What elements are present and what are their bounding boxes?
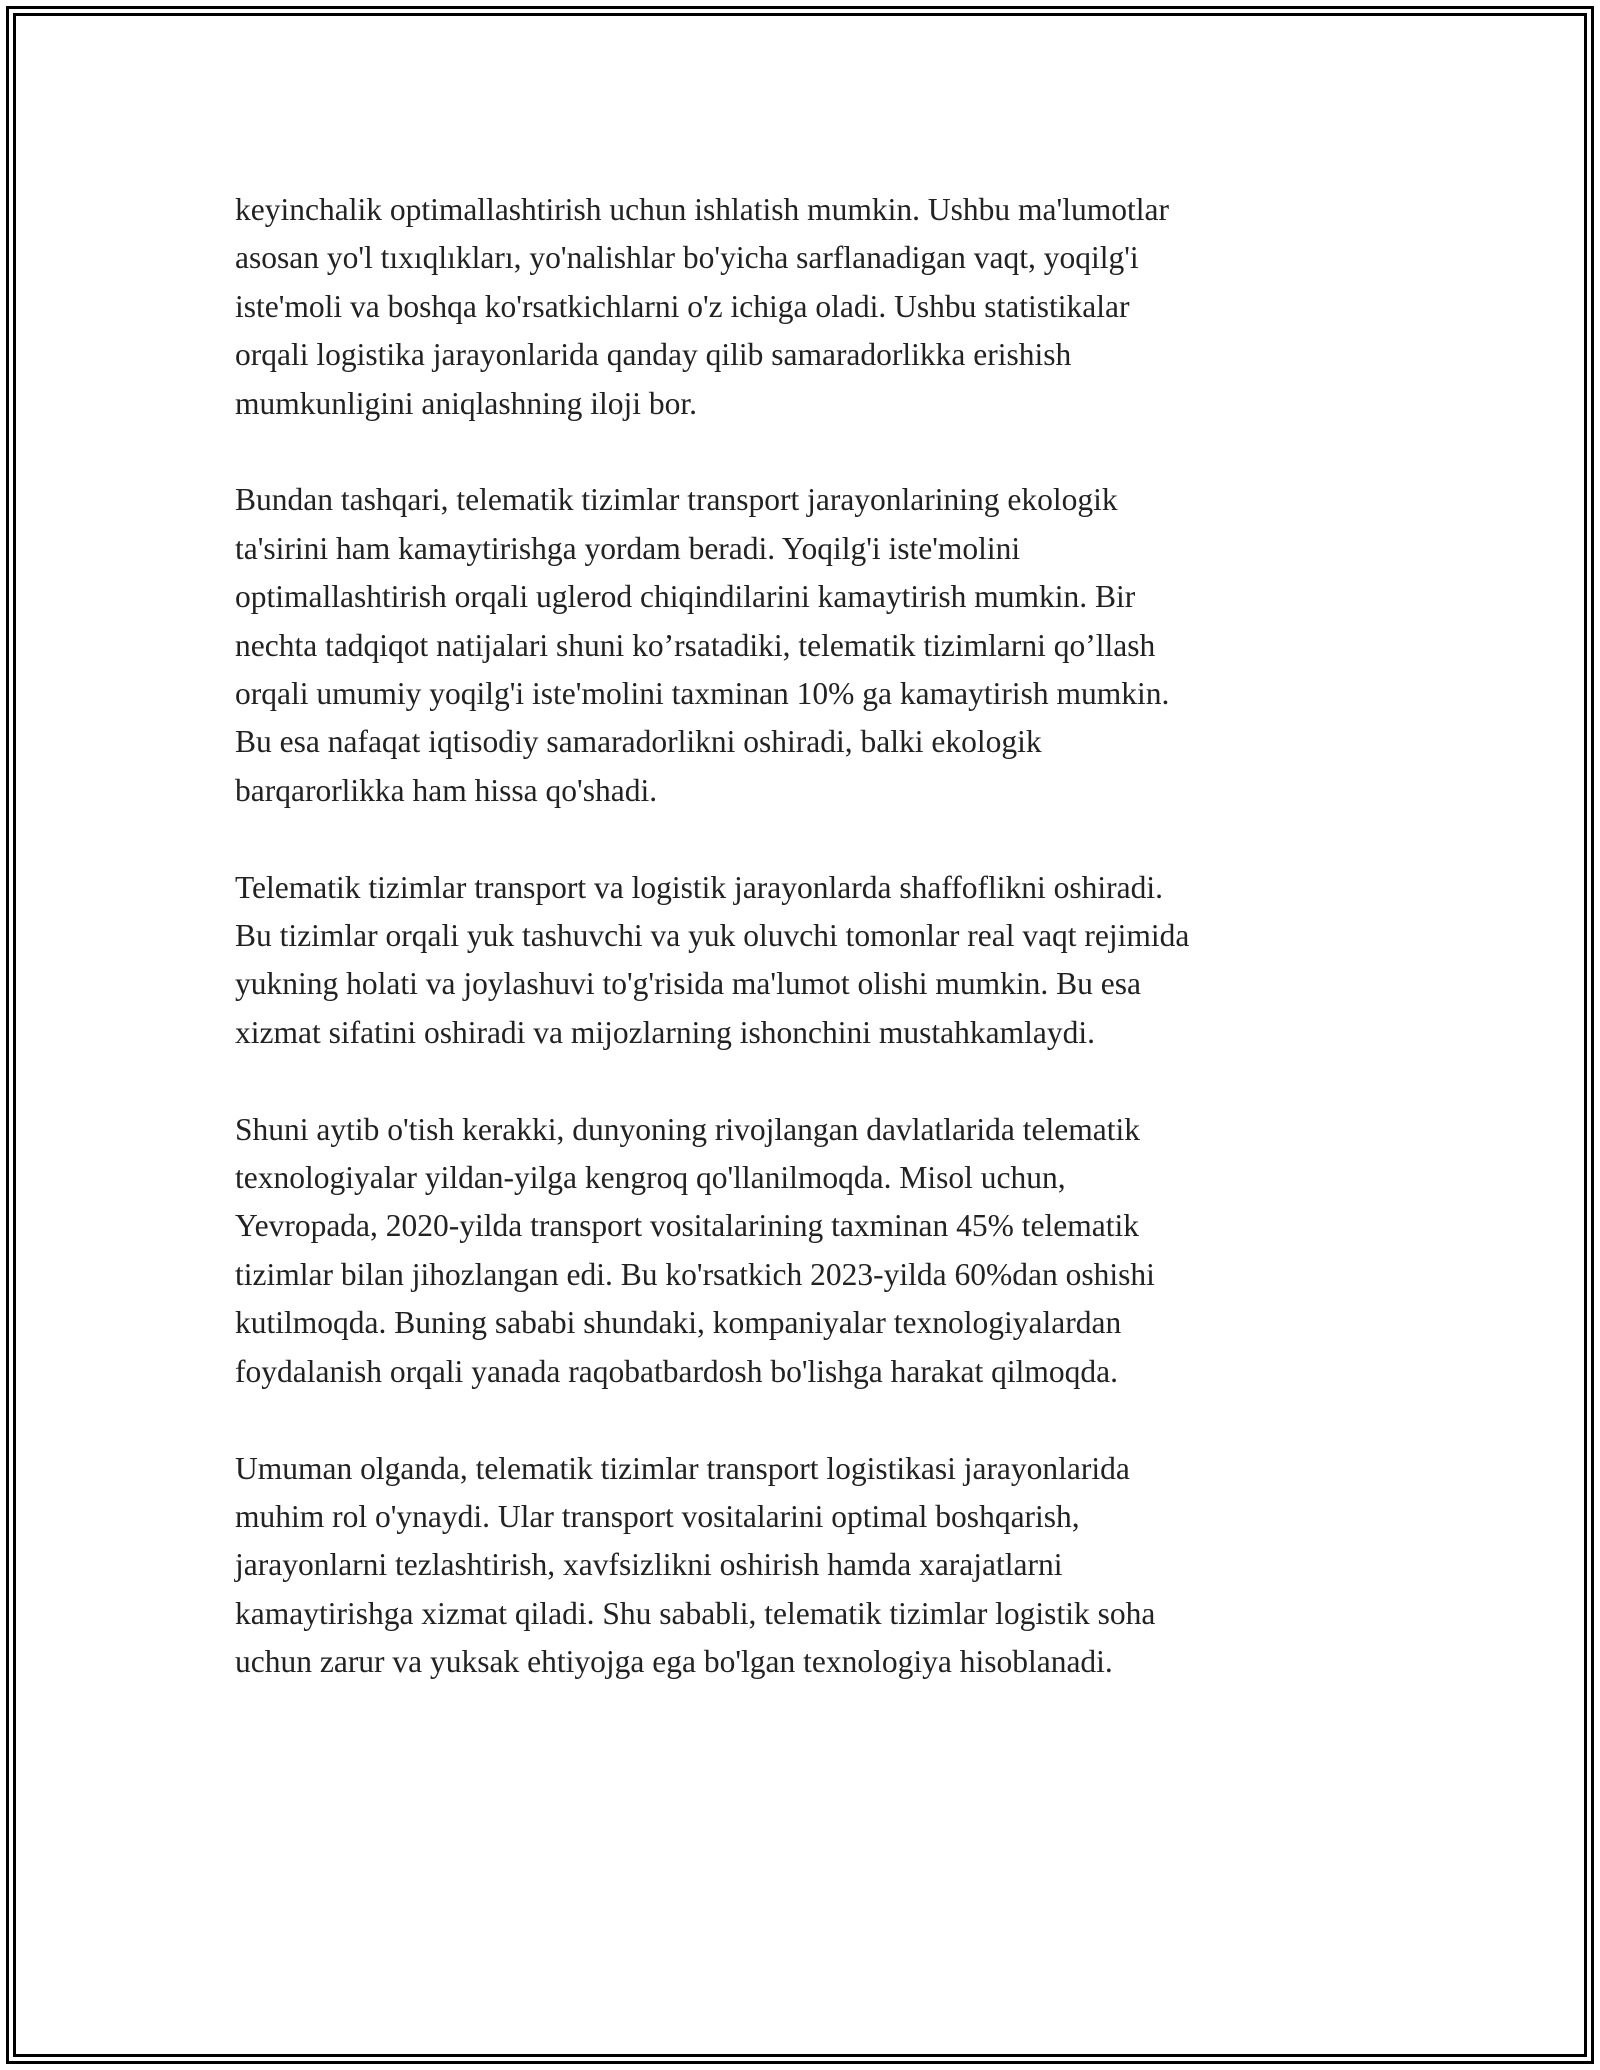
paragraph-4: Shuni aytib o'tish kerakki, dunyoning rivojlangan davlatlarida telematik texnologiyalar yildan-yilga kengroq qo'llanilmoqda. Misol uchun, Yevropada, 2020-yilda transport vositalarining taxminan 45% telematik tizimlar bilan jihozlangan edi. Bu ko'rsatkich 2023-yilda 60%dan oshishi kutilmoqda. Buning sababi shundaki, kompaniyalar texnologiyalardan foydalanish orqali yanada raqobatbardosh bo'lishga harakat qilmoqda. [235,1111,1155,1389]
paragraph-2: Bundan tashqari, telematik tizimlar transport jarayonlarining ekologik ta'sirini ham kamaytirishga yordam beradi. Yoqilg'i iste'molini optimallashtirish orqali uglerod chiqindilarini kamaytirish mumkin. Bir nechta tadqiqot natijalari shuni ko’rsatadiki, telematik tizimlarni qo’llash orqali umumiy yoqilg'i iste'molini taxminan 10% ga kamaytirish mumkin. Bu esa nafaqat iqtisodiy samaradorlikni oshiradi, balki ekologik barqarorlikka ham hissa qo'shadi. [235,482,1170,808]
paragraph-5: Umuman olganda, telematik tizimlar transport logistikasi jarayonlarida muhim rol o'ynaydi. Ular transport vositalarini optimal boshqarish, jarayonlarni tezlashtirish, xavfsizlikni oshirish hamda xarajatlarni kamaytirishga xizmat qiladi. Shu sababli, telematik tizimlar logistik soha uchun zarur va yuksak ehtiyojga ega bo'lgan texnologiya hisoblanadi. [235,1450,1156,1680]
paragraph-3: Telematik tizimlar transport va logistik jarayonlarda shaffoflikni oshiradi. Bu tizimlar orqali yuk tashuvchi va yuk oluvchi tomonlar real vaqt rejimida yukning holati va joylashuvi to'g'risida ma'lumot olishi mumkin. Bu esa xizmat sifatini oshiradi va mijozlarning ishonchini mustahkamlaydi. [235,869,1190,1050]
paragraph-1: keyinchalik optimallashtirish uchun ishlatish mumkin. Ushbu ma'lumotlar asosan yo'l tıxıqlıkları, yo'nalishlar bo'yicha sarflanadigan vaqt, yoqilg'i iste'moli va boshqa ko'rsatkichlarni o'z ichiga oladi. Ushbu statistikalar orqali logistika jarayonlarida qanday qilib samaradorlikka erishish mumkunligini aniqlashning iloji bor. [235,192,1169,421]
document-body [235,186,1365,1735]
